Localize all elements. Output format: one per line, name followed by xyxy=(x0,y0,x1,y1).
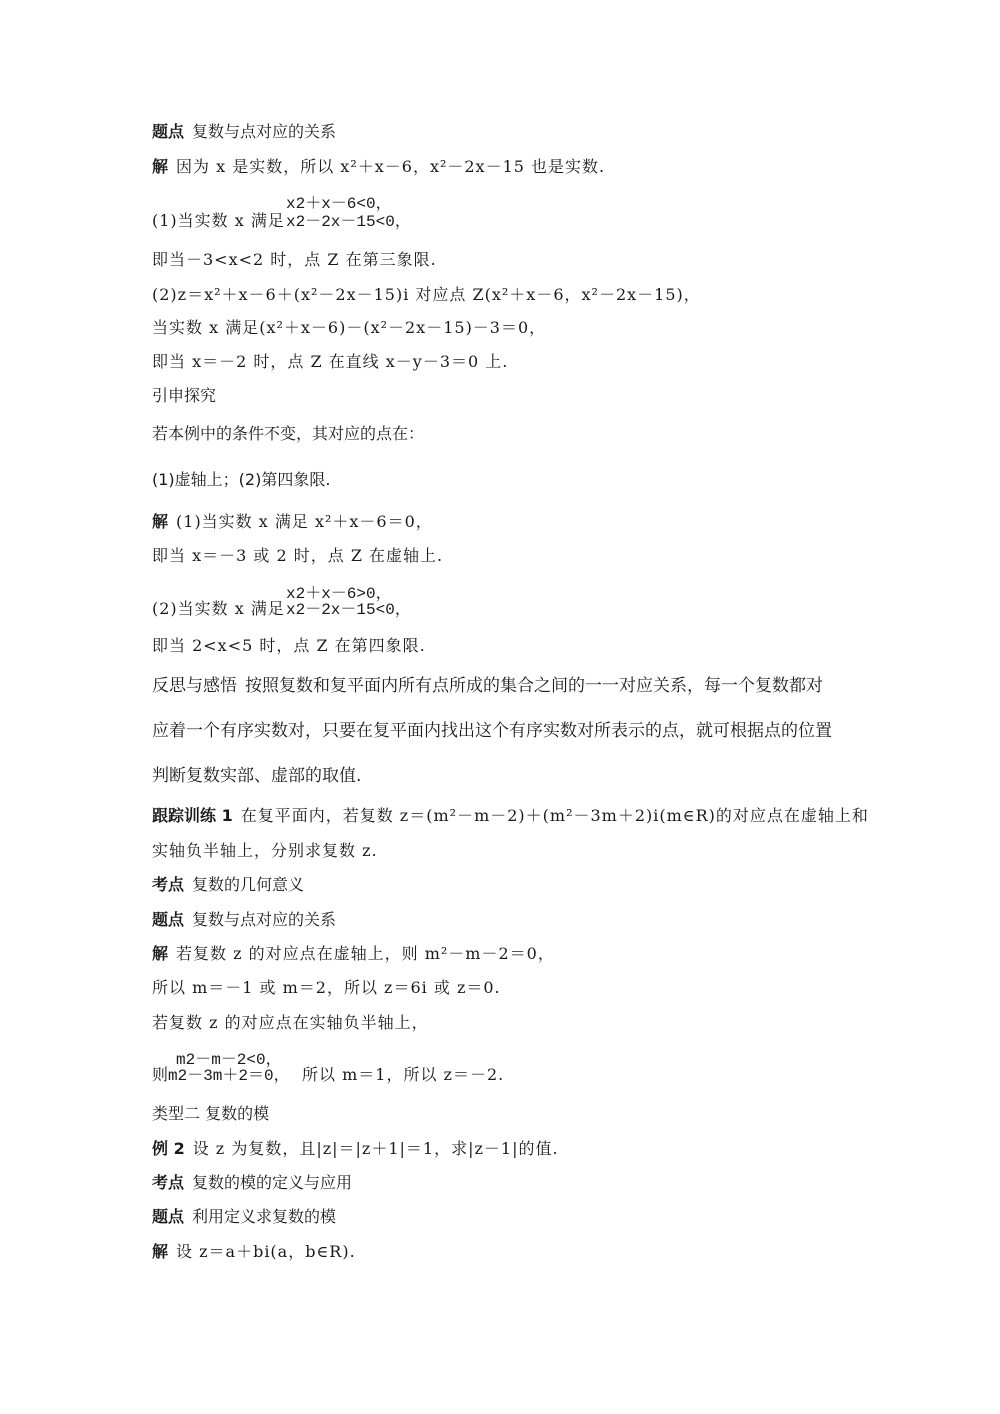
kaodian-text: 复数的几何意义 xyxy=(192,875,305,894)
training1-line2: 实轴负半轴上，分别求复数 z. xyxy=(152,841,378,860)
extension-result1: 即当 x＝－3 或 2 时，点 Z 在虚轴上. xyxy=(152,546,444,565)
solution-text: 若复数 z 的对应点在虚轴上，则 m²－m－2＝0， xyxy=(176,944,555,963)
extension-part2-system xyxy=(152,580,652,624)
part2-top-inequality: x2＋x－6>0， xyxy=(286,585,392,603)
tidian-text: 复数与点对应的关系 xyxy=(192,910,337,929)
tidian-line xyxy=(152,122,336,142)
solution-label: 解 xyxy=(152,512,169,531)
part1-top-inequality: x2＋x－6<0， xyxy=(286,195,392,213)
reflection-line3: 判断复数实部、虚部的取值. xyxy=(152,766,362,786)
system-top-inequality: m2－m－2<0， xyxy=(176,1051,282,1069)
part2-result: 即当 x＝－2 时，点 Z 在直线 x－y－3＝0 上. xyxy=(152,352,509,371)
kaodian-text: 复数的模的定义与应用 xyxy=(192,1173,353,1192)
system-suffix: 所以 m＝1，所以 z＝－2. xyxy=(302,1065,505,1084)
kaodian-label: 考点 xyxy=(152,875,185,894)
part2-line2: 当实数 x 满足(x²＋x－6)－(x²－2x－15)－3＝0， xyxy=(152,318,547,337)
solution-label: 解 xyxy=(152,157,169,176)
example-label: 例 2 xyxy=(152,1139,185,1158)
training-line-m: 所以 m＝－1 或 m＝2，所以 z＝6i 或 z＝0. xyxy=(152,978,501,997)
part2-bottom-inequality: x2－2x－15<0， xyxy=(286,601,411,619)
part1-prefix: (1)当实数 x 满足 xyxy=(152,211,285,230)
part1-bottom-inequality: x2－2x－15<0， xyxy=(286,213,411,231)
example-text: 设 z 为复数，且|z|＝|z＋1|＝1，求|z－1|的值. xyxy=(192,1139,559,1158)
type2-heading: 类型二 复数的模 xyxy=(152,1104,270,1123)
reflection-line2: 应着一个有序实数对，只要在复平面内找出这个有序实数对所表示的点，就可根据点的位置 xyxy=(152,721,832,741)
solution-intro xyxy=(152,157,605,177)
part2-line1: (2)z＝x²＋x－6＋(x²－2x－15)i 对应点 Z(x²＋x－6，x²－2x－15)， xyxy=(152,285,701,304)
tidian-text: 复数与点对应的关系 xyxy=(192,122,337,141)
tidian-label: 题点 xyxy=(152,1207,185,1226)
part1-result: 即当－3<x<2 时，点 Z 在第三象限. xyxy=(152,250,437,269)
solution-text: (1)当实数 x 满足 x²＋x－6＝0， xyxy=(176,512,433,531)
system-prefix: 则 xyxy=(152,1065,170,1084)
training-label: 跟踪训练 1 xyxy=(152,806,233,825)
kaodian-line xyxy=(152,1173,352,1193)
tidian-text: 利用定义求复数的模 xyxy=(192,1207,337,1226)
extension-items: (1)虚轴上；(2)第四象限. xyxy=(152,470,331,489)
kaodian-line xyxy=(152,875,304,895)
reflection-label: 反思与感悟 xyxy=(152,676,237,696)
kaodian-label: 考点 xyxy=(152,1173,185,1192)
training-line-neg: 若复数 z 的对应点在实轴负半轴上， xyxy=(152,1013,429,1032)
solution-label: 解 xyxy=(152,944,169,963)
reflection-text1: 按照复数和复平面内所有点所成的集合之间的一一对应关系，每一个复数都对 xyxy=(245,676,823,696)
solution-label: 解 xyxy=(152,1242,169,1261)
tidian-line xyxy=(152,1207,336,1227)
example2-line xyxy=(152,1139,559,1159)
training-text1: 在复平面内，若复数 z＝(m²－m－2)＋(m²－3m＋2)i(m∈R)的对应点在虚轴上和 xyxy=(240,806,869,825)
extension-result2: 即当 2<x<5 时，点 Z 在第四象限. xyxy=(152,636,426,655)
solution-text: 设 z＝a＋bi(a，b∈R). xyxy=(176,1242,356,1261)
tidian-label: 题点 xyxy=(152,122,185,141)
reflection-line1 xyxy=(152,676,823,696)
training-solution xyxy=(152,944,555,964)
type2-solution xyxy=(152,1242,356,1262)
system-bottom-equation: m2－3m＋2＝0， xyxy=(168,1067,290,1085)
extension-solution1 xyxy=(152,512,433,532)
part2-prefix: (2)当实数 x 满足 xyxy=(152,599,285,618)
tidian-line xyxy=(152,910,336,930)
tidian-label: 题点 xyxy=(152,910,185,929)
training1-line1 xyxy=(152,806,869,826)
training-system xyxy=(152,1046,752,1090)
solution-text: 因为 x 是实数，所以 x²＋x－6，x²－2x－15 也是实数. xyxy=(176,157,606,176)
extension-prompt: 若本例中的条件不变，其对应的点在： xyxy=(152,424,425,443)
extension-heading: 引申探究 xyxy=(152,386,217,405)
part1-condition-system xyxy=(152,190,652,234)
